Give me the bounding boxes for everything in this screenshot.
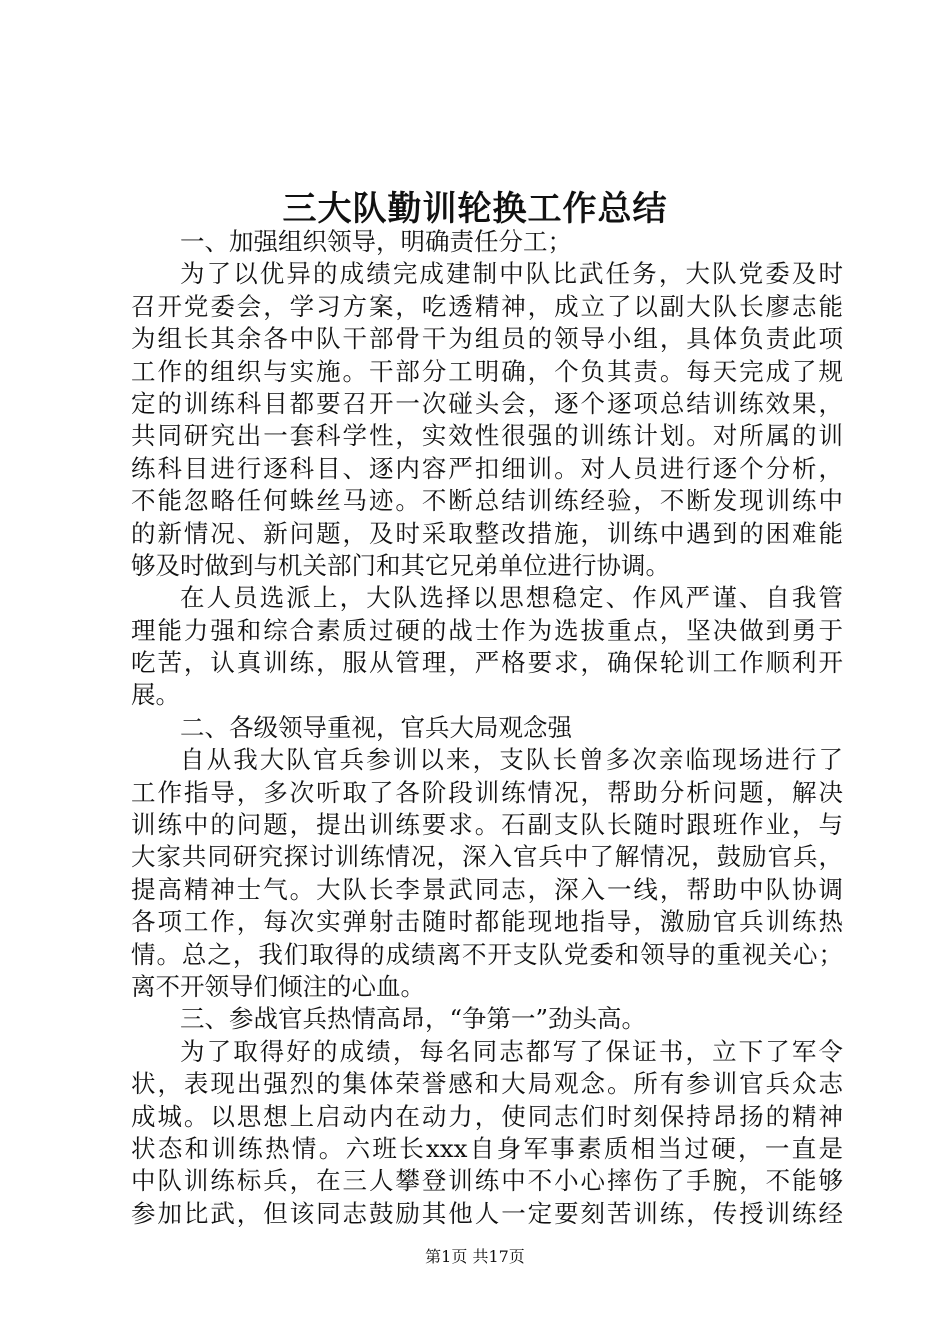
paragraph-line: 为组长其余各中队干部骨干为组员的领导小组，具体负责此项 <box>131 324 843 354</box>
paragraph-line: 练科目进行逐科目、逐内容严扣细训。对人员进行逐个分析， <box>131 453 843 483</box>
document-body <box>131 226 843 1230</box>
section-heading-2: 二、各级领导重视，官兵大局观念强 <box>180 712 572 742</box>
paragraph-line: 训练中的问题，提出训练要求。石副支队长随时跟班作业，与 <box>131 810 843 840</box>
section-heading-3: 三、参战官兵热情高昂，“争第一”劲头高。 <box>180 1004 647 1034</box>
paragraph-line: 定的训练科目都要召开一次碰头会，逐个逐项总结训练效果， <box>131 388 843 418</box>
paragraph-line: 召开党委会，学习方案，吃透精神，成立了以副大队长廖志能 <box>131 291 843 321</box>
paragraph-line: 情。总之，我们取得的成绩离不开支队党委和领导的重视关心； <box>131 939 843 969</box>
paragraph-line: 参加比武，但该同志鼓励其他人一定要刻苦训练，传授训练经 <box>131 1198 843 1228</box>
paragraph-line: 成城。以思想上启动内在动力，使同志们时刻保持昂扬的精神 <box>131 1101 843 1131</box>
paragraph-line: 各项工作，每次实弹射击随时都能现地指导，激励官兵训练热 <box>131 907 843 937</box>
paragraph-line: 状态和训练热情。六班长xxx自身军事素质相当过硬，一直是 <box>131 1133 843 1163</box>
paragraph-line: 共同研究出一套科学性，实效性很强的训练计划。对所属的训 <box>131 421 843 451</box>
paragraph-line: 提高精神士气。大队长李景武同志，深入一线，帮助中队协调 <box>131 874 843 904</box>
document-title: 三大队勤训轮换工作总结 <box>282 189 668 229</box>
page-number: 第1页 共17页 <box>425 1247 525 1266</box>
paragraph-line: 不能忽略任何蛛丝马迹。不断总结训练经验，不断发现训练中 <box>131 486 843 516</box>
paragraph-line: 状，表现出强烈的集体荣誉感和大局观念。所有参训官兵众志 <box>131 1069 843 1099</box>
paragraph-line: 中队训练标兵，在三人攀登训练中不小心摔伤了手腕，不能够 <box>131 1166 843 1196</box>
paragraph-line: 离不开领导们倾注的心血。 <box>131 971 425 1001</box>
paragraph-line: 理能力强和综合素质过硬的战士作为选拔重点，坚决做到勇于 <box>131 615 843 645</box>
paragraph-line: 自从我大队官兵参训以来，支队长曾多次亲临现场进行了 <box>180 745 843 775</box>
section-heading-1: 一、加强组织领导，明确责任分工； <box>180 227 572 256</box>
paragraph-line: 为了以优异的成绩完成建制中队比武任务，大队党委及时 <box>180 259 843 289</box>
paragraph-line: 吃苦，认真训练，服从管理，严格要求，确保轮训工作顺利开 <box>131 648 843 678</box>
paragraph-line: 工作指导，多次听取了各阶段训练情况，帮助分析问题，解决 <box>131 777 843 807</box>
paragraph-line: 为了取得好的成绩，每名同志都写了保证书，立下了军令 <box>180 1036 843 1066</box>
paragraph-line: 在人员选派上，大队选择以思想稳定、作风严谨、自我管 <box>180 583 843 613</box>
paragraph-line: 大家共同研究探讨训练情况，深入官兵中了解情况，鼓励官兵， <box>131 842 843 872</box>
paragraph-line: 够及时做到与机关部门和其它兄弟单位进行协调。 <box>131 550 670 580</box>
paragraph-line: 的新情况、新问题，及时采取整改措施，训练中遇到的困难能 <box>131 518 843 548</box>
paragraph-line: 展。 <box>131 680 180 710</box>
paragraph-line: 工作的组织与实施。干部分工明确，个负其责。每天完成了规 <box>131 356 843 386</box>
